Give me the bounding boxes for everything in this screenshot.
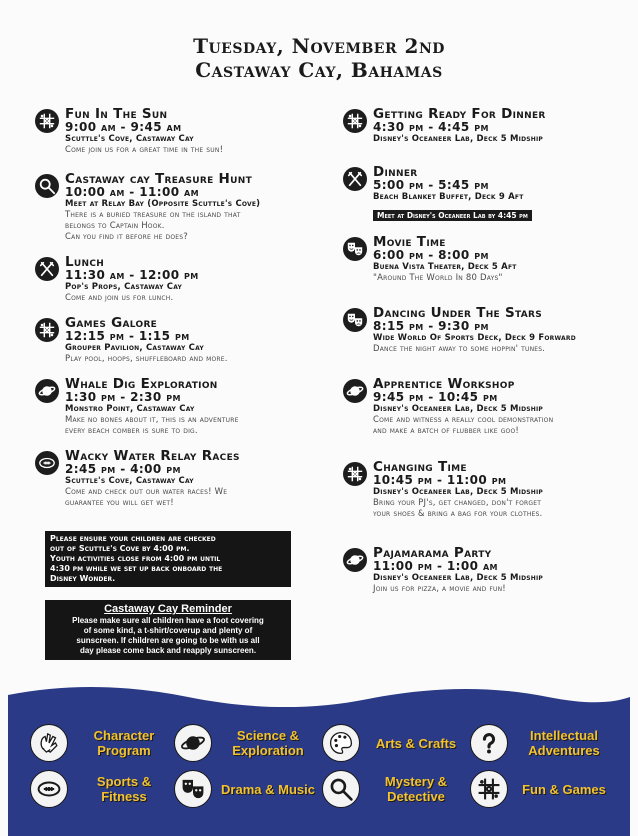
event-body: [65, 107, 335, 156]
tic-tac-toe-icon: [343, 109, 367, 133]
event-location: Scuttle's Cove, Castaway Cay: [65, 134, 194, 144]
legend-label: Sports & Fitness: [96, 774, 152, 804]
event-time: 4:30 pm - 4:45 pm: [373, 120, 489, 134]
event-location: Buena Vista Theater, Deck 5 Aft: [373, 262, 517, 272]
event-location: Disney's Oceaneer Lab, Deck 5 Midship: [373, 487, 544, 497]
checkout-notice: [45, 531, 291, 587]
fork-knife-icon: [35, 257, 59, 281]
event-location: Disney's Oceaneer Lab, Deck 5 Midship: [373, 134, 544, 144]
legend-label: Arts & Crafts: [375, 735, 457, 751]
event-body: [65, 172, 335, 243]
event-body: [65, 255, 335, 304]
paint-palette-icon: [322, 724, 360, 762]
reminder-title: Castaway Cay Reminder: [104, 603, 232, 615]
magnifying-glass-icon: [35, 174, 59, 198]
notice-line: out of Scuttle's Cove by 4:00 pm.: [50, 544, 190, 553]
legend-item: [470, 769, 618, 809]
theater-masks-icon: [343, 308, 367, 332]
event-title: Whale Dig Exploration: [65, 376, 218, 392]
mickey-glove-icon: [30, 724, 68, 762]
event-time: 10:00 am - 11:00 am: [65, 185, 199, 199]
legend-item: [30, 769, 178, 809]
reminder-line: of some kind, a t-shirt/coverup and plenty of: [83, 626, 253, 635]
theater-masks-icon: [174, 770, 212, 808]
event-description: Come and witness a really cool demonstration: [373, 415, 554, 425]
event-body: [373, 306, 628, 355]
reminder-line: day please come back and reapply sunscreen.: [79, 646, 257, 655]
event-description: Can you find it before he does?: [65, 232, 188, 242]
event-location: Monstro Point, Castaway Cay: [65, 404, 195, 414]
event-time: 12:15 pm - 1:15 pm: [65, 329, 190, 343]
event-body: [373, 377, 628, 437]
legend-item: [174, 723, 322, 763]
event-time: 9:45 pm - 10:45 pm: [373, 390, 498, 404]
notice-line: Disney Wonder.: [50, 574, 116, 583]
tic-tac-toe-icon: [35, 318, 59, 342]
event-time: 5:00 pm - 5:45 pm: [373, 178, 489, 192]
page-location: Castaway Cay, Bahamas: [195, 58, 443, 82]
event-body: [65, 449, 335, 509]
event-description: Come and check out our water races! We: [65, 487, 228, 497]
event-description: belongs to Captain Hook.: [65, 221, 165, 231]
event-description: your shoes & bring a bag for your clothes.: [373, 509, 543, 519]
event-location: Grouper Pavilion, Castaway Cay: [65, 343, 204, 353]
event-time: 1:30 pm - 2:30 pm: [65, 390, 181, 404]
event-title: Pajamarama Party: [373, 545, 492, 561]
event-description: Come and join us for lunch.: [65, 293, 174, 303]
reminder-line: Please make sure all children have a foot covering: [72, 616, 264, 625]
legend-item: [30, 723, 178, 763]
planet-icon: [343, 548, 367, 572]
tic-tac-toe-icon: [343, 462, 367, 486]
event-time: 6:00 pm - 8:00 pm: [373, 248, 489, 262]
event-title: Getting Ready For Dinner: [373, 106, 546, 122]
event-title: Fun In The Sun: [65, 106, 168, 122]
event-title: Apprentice Workshop: [373, 376, 515, 392]
planet-icon: [174, 724, 212, 762]
event-body: [373, 235, 628, 284]
event-description: "Around The World In 80 Days": [373, 273, 503, 283]
event-location: Disney's Oceaneer Lab, Deck 5 Midship: [373, 404, 544, 414]
event-title: Movie Time: [373, 234, 446, 250]
legend-label: Fun & Games: [522, 781, 606, 797]
reminder-line: sunscreen. If children are going to be with us all: [76, 636, 260, 645]
football-icon: [35, 451, 59, 475]
event-title: Castaway cay Treasure Hunt: [65, 171, 253, 187]
page-date: Tuesday, November 2nd: [193, 34, 445, 58]
event-description: every beach comber is sure to dig.: [65, 426, 198, 436]
event-description: guarantee you will get wet!: [65, 498, 174, 508]
legend-item: [322, 723, 470, 763]
event-description: Join us for pizza, a movie and fun!: [373, 584, 506, 594]
event-time: 8:15 pm - 9:30 pm: [373, 319, 489, 333]
event-location: Beach Blanket Buffet, Deck 9 Aft: [373, 192, 524, 202]
legend-item: [174, 769, 322, 809]
theater-masks-icon: [343, 237, 367, 261]
event-body: [373, 107, 628, 145]
legend-label: Science & Exploration: [232, 728, 304, 758]
legend-label: Intellectual Adventures: [528, 728, 600, 758]
fork-knife-icon: [343, 167, 367, 191]
legend-item: [322, 769, 470, 809]
event-title: Dancing Under The Stars: [373, 305, 543, 321]
question-mark-icon: [470, 724, 508, 762]
event-location: Disney's Oceaneer Lab, Deck 5 Midship: [373, 573, 544, 583]
legend-label: Character Program: [93, 728, 155, 758]
event-location: Wide World Of Sports Deck, Deck 9 Forward: [373, 333, 576, 343]
page-title: [0, 34, 638, 82]
event-description: Come join us for a great time in the sun!: [65, 145, 224, 155]
event-title: Changing Time: [373, 459, 467, 475]
event-description: There is a buried treasure on the island that: [65, 210, 241, 220]
event-description: Play pool, hoops, shuffleboard and more.: [65, 354, 228, 364]
event-description: Bring your PJ's, get changed, don't forget: [373, 498, 542, 508]
legend-label: Mystery & Detective: [384, 774, 448, 804]
event-location: Pop's Props, Castaway Cay: [65, 282, 183, 292]
magnifying-glass-icon: [322, 770, 360, 808]
activity-legend: [8, 683, 630, 836]
tic-tac-toe-icon: [470, 770, 508, 808]
event-location: Scuttle's Cove, Castaway Cay: [65, 476, 194, 486]
legend-item: [470, 723, 618, 763]
legend-label: Drama & Music: [221, 781, 315, 797]
football-icon: [30, 770, 68, 808]
notice-line: Youth activities close from 4:00 pm until: [50, 554, 221, 563]
planet-icon: [35, 379, 59, 403]
event-body: [373, 165, 628, 222]
event-title: Wacky Water Relay Races: [65, 448, 240, 464]
event-time: 2:45 pm - 4:00 pm: [65, 462, 181, 476]
event-note: Meet at Disney's Oceaneer Lab by 4:45 pm: [373, 210, 532, 221]
event-description: Make no bones about it, this is an adventure: [65, 415, 239, 425]
event-body: [65, 316, 335, 365]
event-time: 11:00 pm - 1:00 am: [373, 559, 498, 573]
event-title: Dinner: [373, 164, 418, 180]
event-time: 9:00 am - 9:45 am: [65, 120, 182, 134]
event-time: 10:45 pm - 11:00 pm: [373, 473, 507, 487]
event-time: 11:30 am - 12:00 pm: [65, 268, 199, 282]
event-body: [65, 377, 335, 437]
event-location: Meet at Relay Bay (Opposite Scuttle's Cove): [65, 199, 261, 209]
event-description: and make a batch of flubber like goo!: [373, 426, 519, 436]
event-body: [373, 460, 628, 520]
castaway-reminder: [45, 600, 291, 660]
event-title: Games Galore: [65, 315, 158, 331]
event-body: [373, 546, 628, 595]
notice-line: Please ensure your children are checked: [50, 534, 216, 543]
planet-icon: [343, 379, 367, 403]
event-title: Lunch: [65, 254, 105, 270]
notice-line: 4:30 pm while we set up back onboard the: [50, 564, 223, 573]
tic-tac-toe-icon: [35, 109, 59, 133]
event-description: Dance the night away to some hoppin' tunes.: [373, 344, 546, 354]
